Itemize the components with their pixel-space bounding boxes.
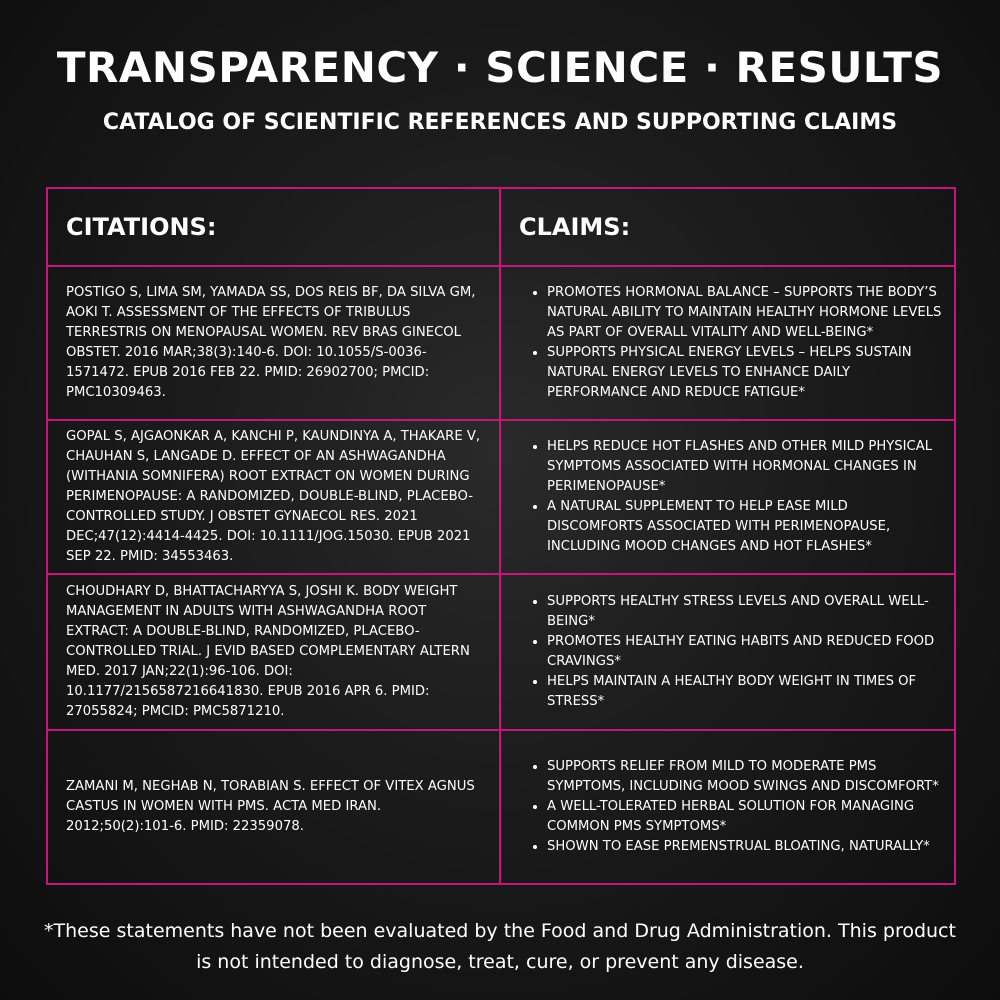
table-row: [47, 574, 955, 730]
claim-item: • SUPPORTS RELIEF FROM MILD TO MODERATE PMS SYMPTOMS, INCLUDING MOOD SWINGS AND DISCOMFORT*: [547, 757, 946, 797]
table-header-row: [47, 188, 955, 266]
claims-list: [527, 592, 946, 712]
claims-list: [527, 757, 946, 857]
claim-item: • SUPPORTS PHYSICAL ENERGY LEVELS – HELPS SUSTAIN NATURAL ENERGY LEVELS TO ENHANCE DAILY PERFORMANCE AND REDUCE FATIGUE*: [547, 343, 946, 403]
page-subtitle: CATALOG OF SCIENTIFIC REFERENCES AND SUPPORTING CLAIMS: [102, 110, 898, 135]
claims-header: CLAIMS:: [500, 188, 955, 266]
page-title: TRANSPARENCY · SCIENCE · RESULTS: [56, 43, 944, 92]
citation-cell: CHOUDHARY D, BHATTACHARYYA S, JOSHI K. BODY WEIGHT MANAGEMENT IN ADULTS WITH ASHWAGANDHA ROOT EXTRACT: A DOUBLE-BLIND, RANDOMIZED, PLACEBO-CONTROLLED TRIAL. J EVID BASED COMPLEMENTARY ALTERN MED. 2017 JAN;22(1):96-106. DOI: 10.1177/2156587216641830. EPUB 2016 APR 6. PMID: 27055824; PMCID: PMC5871210.: [47, 574, 500, 730]
citations-header: CITATIONS:: [47, 188, 500, 266]
claim-item: • PROMOTES HORMONAL BALANCE – SUPPORTS THE BODY’S NATURAL ABILITY TO MAINTAIN HEALTHY HORMONE LEVELS AS PART OF OVERALL VITALITY AND WELL-BEING*: [547, 283, 946, 343]
citation-cell: ZAMANI M, NEGHAB N, TORABIAN S. EFFECT OF VITEX AGNUS CASTUS IN WOMEN WITH PMS. ACTA MED IRAN. 2012;50(2):101-6. PMID: 22359078.: [47, 730, 500, 884]
claims-list: [527, 437, 946, 557]
claim-item: • HELPS MAINTAIN A HEALTHY BODY WEIGHT IN TIMES OF STRESS*: [547, 672, 946, 712]
citation-cell: GOPAL S, AJGAONKAR A, KANCHI P, KAUNDINYA A, THAKARE V, CHAUHAN S, LANGADE D. EFFECT OF AN ASHWAGANDHA (WITHANIA SOMNIFERA) ROOT EXTRACT ON WOMEN DURING PERIMENOPAUSE: A RANDOMIZED, DOUBLE-BLIND, PLACEBO-CONTROLLED STUDY. J OBSTET GYNAECOL RES. 2021 DEC;47(12):4414-4425. DOI: 10.1111/JOG.15030. EPUB 2021 SEP 22. PMID: 34553463.: [47, 420, 500, 574]
table-row: [47, 266, 955, 420]
table-row: [47, 730, 955, 884]
claim-item: • SHOWN TO EASE PREMENSTRUAL BLOATING, NATURALLY*: [547, 837, 946, 857]
claims-cell: [500, 420, 955, 574]
claims-list: [527, 283, 946, 403]
claim-item: • A NATURAL SUPPLEMENT TO HELP EASE MILD DISCOMFORTS ASSOCIATED WITH PERIMENOPAUSE, INCLUDING MOOD CHANGES AND HOT FLASHES*: [547, 497, 946, 557]
citation-cell: POSTIGO S, LIMA SM, YAMADA SS, DOS REIS BF, DA SILVA GM, AOKI T. ASSESSMENT OF THE EFFECTS OF TRIBULUS TERRESTRIS ON MENOPAUSAL WOMEN. REV BRAS GINECOL OBSTET. 2016 MAR;38(3):140-6. DOI: 10.1055/S-0036-1571472. EPUB 2016 FEB 22. PMID: 26902700; PMCID: PMC10309463.: [47, 266, 500, 420]
fda-disclaimer: *These statements have not been evaluated by the Food and Drug Administration. This product is not intended to diagnose, treat, cure, or prevent any disease.: [44, 920, 956, 973]
references-table: [46, 187, 956, 885]
claims-cell: [500, 266, 955, 420]
claim-item: • SUPPORTS HEALTHY STRESS LEVELS AND OVERALL WELL-BEING*: [547, 592, 946, 632]
claims-cell: [500, 730, 955, 884]
claim-item: • HELPS REDUCE HOT FLASHES AND OTHER MILD PHYSICAL SYMPTOMS ASSOCIATED WITH HORMONAL CHANGES IN PERIMENOPAUSE*: [547, 437, 946, 497]
table-row: [47, 420, 955, 574]
claims-cell: [500, 574, 955, 730]
claim-item: • A WELL-TOLERATED HERBAL SOLUTION FOR MANAGING COMMON PMS SYMPTOMS*: [547, 797, 946, 837]
claim-item: • PROMOTES HEALTHY EATING HABITS AND REDUCED FOOD CRAVINGS*: [547, 632, 946, 672]
